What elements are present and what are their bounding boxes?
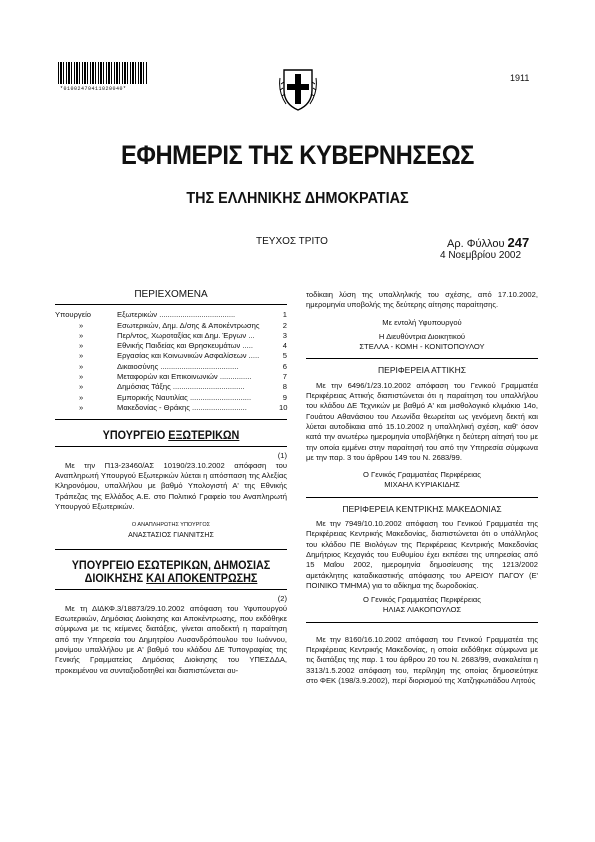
decision-text: Με την Π13-23460/ΑΣ 10190/23.10.2002 απόφαση του Αναπληρωτή Υπουργού Εξωτερικών λύεται η απόσπαση της Αλεξίας Κληρονόμου, υπαλλήλου με βαθμό Υπολογιστή Α' της Εθνικής Τράπεζας της Ελλάδος Α.Ε. στο Πολιτικό Γραφείο του Αναπληρωτή Υπουργού Εξωτερικών.: [55, 460, 287, 512]
divider: [306, 358, 538, 359]
toc-row: Υπουργείο Εξωτερικών .................................... 1: [55, 310, 287, 320]
divider: [55, 419, 287, 420]
decision-text: τοδίκαιη λύση της υπαλληλικής του σχέσης, από 17.10.2002, ημερομηνία υποβολής της δεύτερης αίτησης παραίτησης.: [306, 290, 538, 310]
divider: [306, 622, 538, 623]
toc-row: » Μεταφορών και Επικοινωνιών ............... 7: [79, 372, 287, 382]
greek-coat-of-arms-icon: [278, 64, 318, 112]
gazette-title: ΕΦΗΜΕΡΙΣ ΤΗΣ ΚΥΒΕΡΝΗΣΕΩΣ: [120, 140, 475, 170]
section-heading: ΔΙΟΙΚΗΣΗΣ ΚΑΙ ΑΠΟΚΕΝΤΡΩΣΗΣ: [84, 571, 258, 586]
decision-text: Με τη ΔΙΔΚΦ.3/18873/29.10.2002 απόφαση του Υφυπουργού Εσωτερικών, Δημόσιας Διοίκησης και Αποκέντρωσης, που εκδόθηκε σύμφωνα με τις κείμενες διατάξεις, γίνεται αποδεκτή η παραίτηση από την Υπηρεσία του Δημητρίου Λυσανδρόπουλου του Ιωάννου, μονίμου υπαλλήλου με Α' βαθμό του κλάδου ΔΕ Τυπογραφίας της Γενικής Γραμματείας Δημόσιας Διοίκησης του ΥΠΕΣΔΔΑ, προκειμένου να συνταξιοδοτηθεί και διαπιστώνεται αυ-: [55, 603, 287, 675]
signer-name: ΑΝΑΣΤΑΣΙΟΣ ΓΙΑΝΝΙΤΣΗΣ: [128, 531, 214, 539]
toc-heading: ΠΕΡΙΕΧΟΜΕΝΑ: [134, 289, 208, 300]
sheet-label: Αρ. Φύλλου: [447, 238, 505, 250]
toc-list: [55, 310, 287, 413]
page-number: 1911: [510, 73, 530, 83]
right-column: [306, 290, 538, 686]
issue-date: 4 Νοεμβρίου 2002: [440, 250, 522, 261]
signer-title: Ο ΑΝΑΠΛΗΡΩΤΗΣ ΥΠΟΥΡΓΟΣ: [131, 522, 211, 529]
divider: [55, 304, 287, 305]
toc-row: » Δικαιοσύνης ..................................... 6: [79, 361, 287, 371]
issue-label: ΤΕΥΧΟΣ ΤΡΙΤΟ: [256, 236, 328, 247]
barcode: [58, 62, 148, 84]
signer-title: Ο Γενικός Γραμματέας Περιφέρειας: [363, 470, 481, 480]
signer-name: ΜΙΧΑΗΛ ΚΥΡΙΑΚΙΔΗΣ: [384, 480, 460, 490]
barcode-number: *01002470411020040*: [60, 86, 127, 92]
toc-row: » Εργασίας και Κοινωνικών Ασφαλίσεων ..... 5: [79, 351, 287, 361]
order-label: Με εντολή Υφυπουργού: [382, 317, 462, 327]
signer-name: ΗΛΙΑΣ ΛΙΑΚΟΠΟΥΛΟΣ: [382, 605, 462, 615]
section-heading: ΥΠΟΥΡΓΕΙΟ ΕΞΩΤΕΡΙΚΩΝ: [102, 428, 240, 443]
signer-title: Ο Γενικός Γραμματέας Περιφέρειας: [363, 595, 481, 605]
signer-title: Η Διευθύντρια Διοικητικού: [378, 331, 466, 341]
decision-text: Με την 8160/16.10.2002 απόφαση του Γενικού Γραμματέα της Περιφέρειας Κεντρικής Μακεδονίας, η οποία εκδόθηκε σύμφωνα με τις διατάξεις της παρ. 1 του άρθρου 20 του Ν. 2683/99, ανακαλείται η 3313/1.5.2002 απόφαση του, περίληψη της οποίας δημοσιεύτηκε στο ΦΕΚ (198/3.9.2002), περί διορισμού της Χατζηφωτιάδου Λητούς: [306, 634, 538, 685]
decision-number: (1): [277, 450, 287, 460]
toc-row: » Εσωτερικών, Δημ. Δ/σης & Αποκέντρωσης 2: [79, 320, 287, 330]
toc-row: » Μακεδονίας - Θράκης .......................... 10: [79, 402, 288, 412]
decision-text: Με την 6496/1/23.10.2002 απόφαση του Γενικού Γραμματέα Περιφέρειας Αττικής διαπιστώνεται ότι η παραίτηση του υπαλλήλου του κλάδου ΔΕ Τεχνικών με βαθμό Α' και μισθολογικό κλιμάκιο 14ο, Γουάτου Αθανάσιου του Λεωνίδα θεωρείται ως γενόμενη δεκτή και λύεται αυτοδίκαια από 15.10.2002 η υπαλληλική σχέση, καθ' όσον κατά την ανωτέρω ημερομηνία υποβλήθηκε η δεύτερη αίτησή του με την οποία εμμένει στην παραίτησή του από την Υπηρεσία σύμφωνα με την παρ. 3 του άρθρου 149 του Ν. 2683/99.: [306, 380, 538, 462]
divider: [306, 497, 538, 498]
region-heading: ΠΕΡΙΦΕΡΕΙΑ ΑΤΤΙΚΗΣ: [378, 365, 466, 376]
decision-number: (2): [277, 593, 287, 603]
divider: [55, 549, 287, 550]
gazette-subtitle: ΤΗΣ ΕΛΛΗΝΙΚΗΣ ΔΗΜΟΚΡΑΤΙΑΣ: [186, 190, 409, 207]
sheet-number: 247: [507, 235, 530, 250]
toc-row: » Εθνικής Παιδείας και Θρησκευμάτων ..... 4: [79, 341, 287, 351]
sheet-number-line: [447, 235, 529, 250]
toc-row: » Περ/ντος, Χωροταξίας και Δημ. Έργων ... 3: [79, 330, 287, 340]
region-heading: ΠΕΡΙΦΕΡΕΙΑ ΚΕΝΤΡΙΚΗΣ ΜΑΚΕΔΟΝΙΑΣ: [342, 503, 502, 514]
toc-row: » Δημόσιας Τάξης .................................. 8: [79, 382, 287, 392]
left-column: [55, 290, 287, 676]
toc-row: » Εμπορικής Ναυτιλίας ............................. 9: [79, 392, 287, 402]
divider: [55, 589, 287, 590]
divider: [55, 446, 287, 447]
decision-text: Με την 7949/10.10.2002 απόφαση του Γενικού Γραμματέα της Περιφέρειας Κεντρικής Μακεδονίας, διαπιστώνεται ότι ο υπάλληλος του κλάδου ΠΕ Βιολόγων της Περιφέρειας Κεντρικής Μακεδονίας Δημήτριος Κεχαγιάς του Ευθυμίου έχει εκπέσει της υπηρεσίας από 15 Μαΐου 2002, ημερομηνία δημοσίευσης της 1213/2002 αμετάκλητης καταδικαστικής απόφασης του ΑΡΕΙΟΥ ΠΑΓΟΥ (Ε' ΠΟΙΝΙΚΟ ΤΜΗΜΑ) για το αδίκημα της δωροδοκίας.: [306, 519, 538, 590]
section-heading: ΥΠΟΥΡΓΕΙΟ ΕΣΩΤΕΡΙΚΩΝ, ΔΗΜΟΣΙΑΣ: [71, 557, 271, 572]
signer-name: ΣΤΕΛΛΑ - ΚΟΜΗ - ΚΟΝΙΤΟΠΟΥΛΟΥ: [359, 342, 485, 352]
